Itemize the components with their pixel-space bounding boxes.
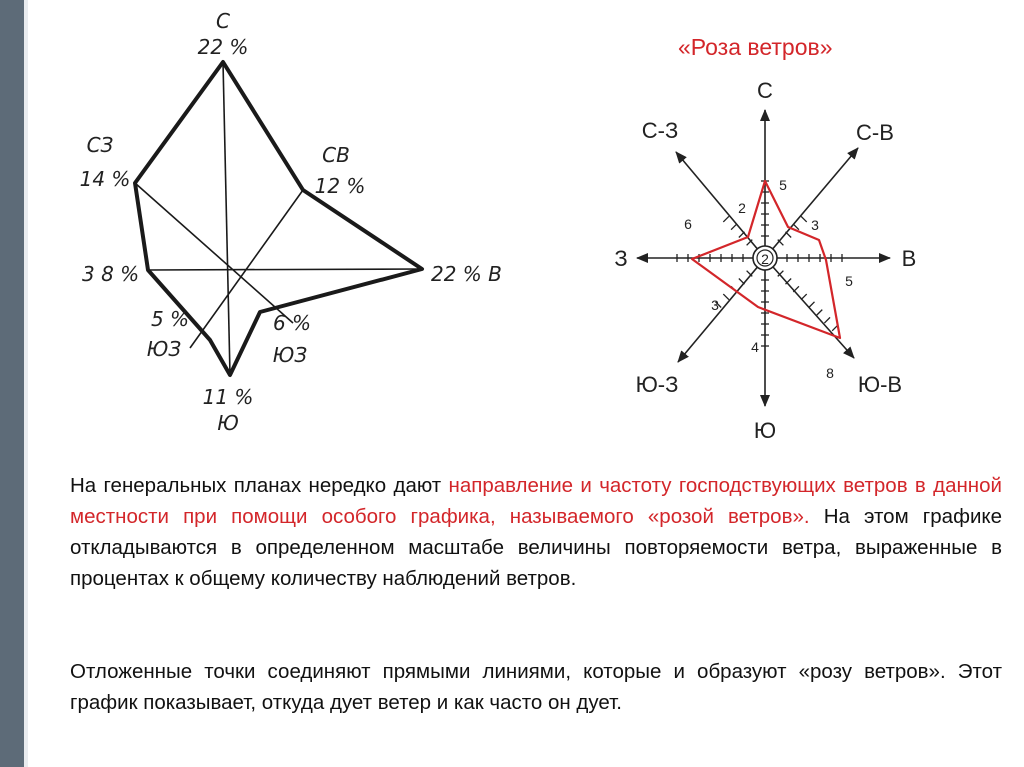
slide-left-bar (0, 0, 24, 767)
left-label-sw-pct: 5 % (150, 307, 190, 331)
axis-label-sw: Ю-З (635, 372, 679, 397)
left-label-s: Ю (217, 411, 239, 435)
axis-tick (731, 224, 737, 230)
slide-title: «Роза ветров» (678, 34, 833, 60)
center-value: 2 (761, 251, 769, 267)
axis-tick (801, 294, 807, 300)
value-n-2: 2 (738, 200, 746, 216)
left-label-ne-pct: 12 % (314, 174, 366, 198)
value-ne: 3 (811, 217, 819, 233)
value-sw: 3 (711, 297, 719, 313)
paragraph-1-end: На этом графике откладываются в определенном масштабе величины повторяемости ветра, выраженные в процентах к общему количеству наблюдений ветров. (70, 505, 1002, 590)
axis-tick (809, 302, 815, 308)
axis-tick (723, 216, 729, 222)
left-label-nw-pct: 14 % (79, 167, 131, 191)
paragraph-2: Отложенные точки соединяют прямыми линиями, которые и образуют «розу ветров». Этот график показывает, откуда дует ветер и как часто он дует. (70, 660, 1002, 714)
axis-tick (793, 286, 799, 292)
axis-tick (801, 216, 807, 222)
slide-left-bar-edge (24, 0, 28, 767)
value-e: 5 (845, 273, 853, 289)
left-label-w: 3 8 % (82, 262, 140, 286)
axis-label-w: З (614, 246, 628, 271)
paragraph-1-highlight: направление и частоту господствующих ветров в данной местности при помощи особого графика, называемого «розой ветров». (70, 474, 1002, 528)
axis-label-se: Ю-В (857, 372, 903, 397)
axis-tick (786, 232, 792, 238)
left-label-n-pct: 22 % (197, 35, 249, 59)
axis-tick (817, 310, 823, 316)
paragraph-1-start: На генеральных планах нередко дают (70, 474, 449, 497)
axis-nw (676, 152, 765, 258)
left-label-ne: СВ (322, 143, 350, 167)
axis-label-n: С (757, 78, 773, 103)
axis-tick (739, 279, 745, 285)
value-n-5: 5 (779, 177, 787, 193)
value-se: 8 (826, 365, 834, 381)
axis-se (765, 258, 854, 358)
paragraph-1 (70, 470, 1002, 594)
wind-rose-diagram-right (600, 60, 930, 450)
axis-label-ne: С-В (856, 120, 894, 145)
left-label-e: 22 % В (431, 262, 502, 286)
left-label-n: С (216, 9, 230, 33)
left-label-s-pct: 11 % (202, 385, 254, 409)
axis-label-s: Ю (753, 418, 777, 443)
wind-rose-diagram-left (60, 0, 520, 450)
axis-label-nw: С-З (641, 118, 679, 143)
axis-tick (723, 294, 729, 300)
value-s: 4 (751, 339, 759, 355)
left-label-se: ЮЗ (272, 343, 308, 367)
axis-tick (739, 232, 745, 238)
left-label-sw: ЮЗ (146, 337, 182, 361)
axis-label-e: В (901, 246, 917, 271)
left-label-se-pct: 6 % (272, 311, 312, 335)
left-label-nw: СЗ (86, 133, 114, 157)
axis-tick (824, 317, 830, 323)
value-w: 6 (684, 216, 692, 232)
